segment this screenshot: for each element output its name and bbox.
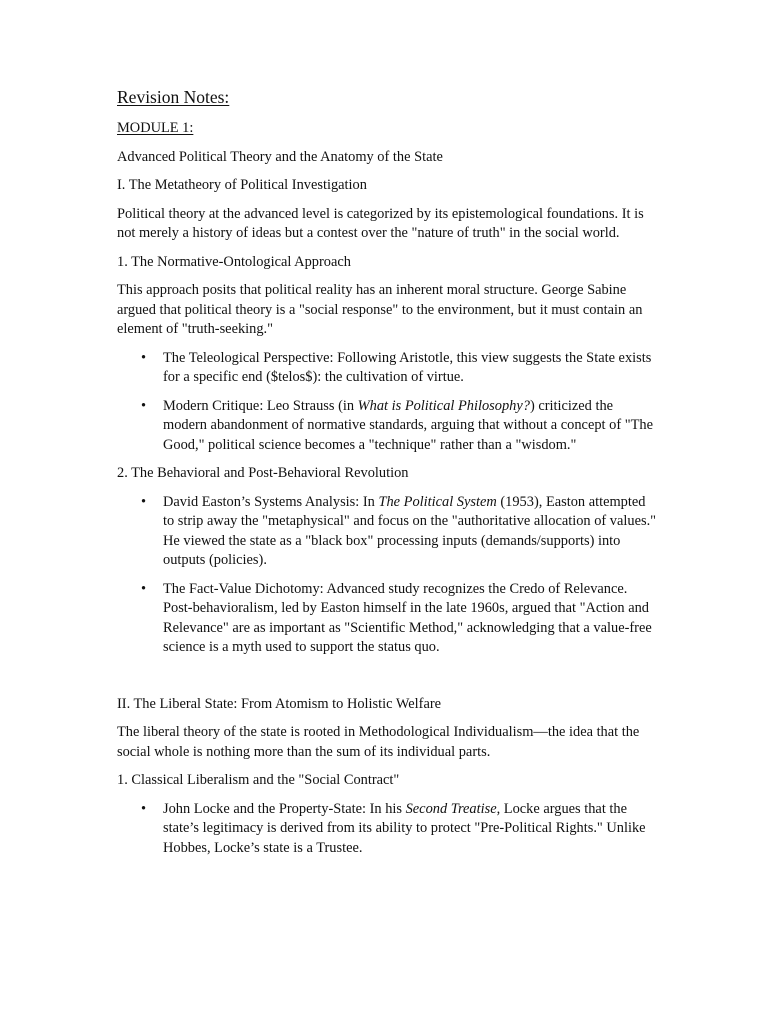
bullet-item-easton [163,493,657,571]
bullet-list [117,800,657,859]
document-heading: Advanced Political Theory and the Anatomy of the State [117,148,443,165]
section-1-intro: Political theory at the advanced level is categorized by its epistemological foundations. It is not merely a history of ideas but a contest over the "nature of truth" in the social world. [117,205,644,241]
subsection-1-1-title: 1. The Normative-Ontological Approach [117,253,351,270]
bullet-text: John Locke and the Property-State: In his [163,800,406,817]
bullet-text: Modern Critique: Leo Strauss (in [163,397,358,414]
bullet-item-locke [163,800,657,859]
section-2-intro: The liberal theory of the state is rooted in Methodological Individualism—the idea that the social whole is nothing more than the sum of its individual parts. [117,724,640,760]
book-title: The Political System [378,493,497,510]
section-spacer [117,667,657,695]
document-page [117,85,657,867]
bullet-list [117,493,657,658]
bullet-text: David Easton’s Systems Analysis: In [163,493,379,510]
book-title: Second Treatise [405,800,497,817]
subsection-2-1-title: 1. Classical Liberalism and the "Social Contract" [117,772,400,788]
subsection-1-1-body: This approach posits that political reality has an inherent moral structure. George Sabine argued that political theory is a "social response" to the environment, but it must contain an element of "truth-seeking." [117,282,643,337]
book-title: What is Political Philosophy? [357,397,530,414]
module-label: MODULE 1: [117,120,194,136]
bullet-item-fact-value: • The Fact-Value Dichotomy: Advanced study recognizes the Credo of Relevance. Post-behavioralism, led by Easton himself in the late 1960s, argued that "Action and Relevance" are as important as "Scientific Method," acknowledging that a value-free science is a myth used to support the status quo. [163,580,657,658]
bullet-item-modern-critique [163,397,657,456]
bullet-text: (1953), Easton attempted to strip away the "metaphysical" and focus on the "authoritative allocation of values." He viewed the state as a "black box" processing inputs (demands/supports) into outputs (policies). [163,493,657,568]
subsection-1-2-title: 2. The Behavioral and Post-Behavioral Revolution [117,465,409,481]
bullet-text: ) criticized the modern abandonment of normative standards, arguing that without a concept of "The Good," political science becomes a "technique" rather than a "wisdom." [163,397,653,453]
section-2-title: II. The Liberal State: From Atomism to Holistic Welfare [117,695,442,712]
page-title: Revision Notes: [117,87,230,107]
bullet-text: , Locke argues that the state’s legitimacy is derived from its ability to protect "Pre-Political Rights." Unlike Hobbes, Locke’s state is a Trustee. [163,800,646,856]
bullet-item-teleological: • The Teleological Perspective: Following Aristotle, this view suggests the State exists for a specific end ($telos$): the cultivation of virtue. [163,349,657,388]
bullet-list [117,349,657,456]
section-1-title: I. The Metatheory of Political Investigation [117,177,367,193]
